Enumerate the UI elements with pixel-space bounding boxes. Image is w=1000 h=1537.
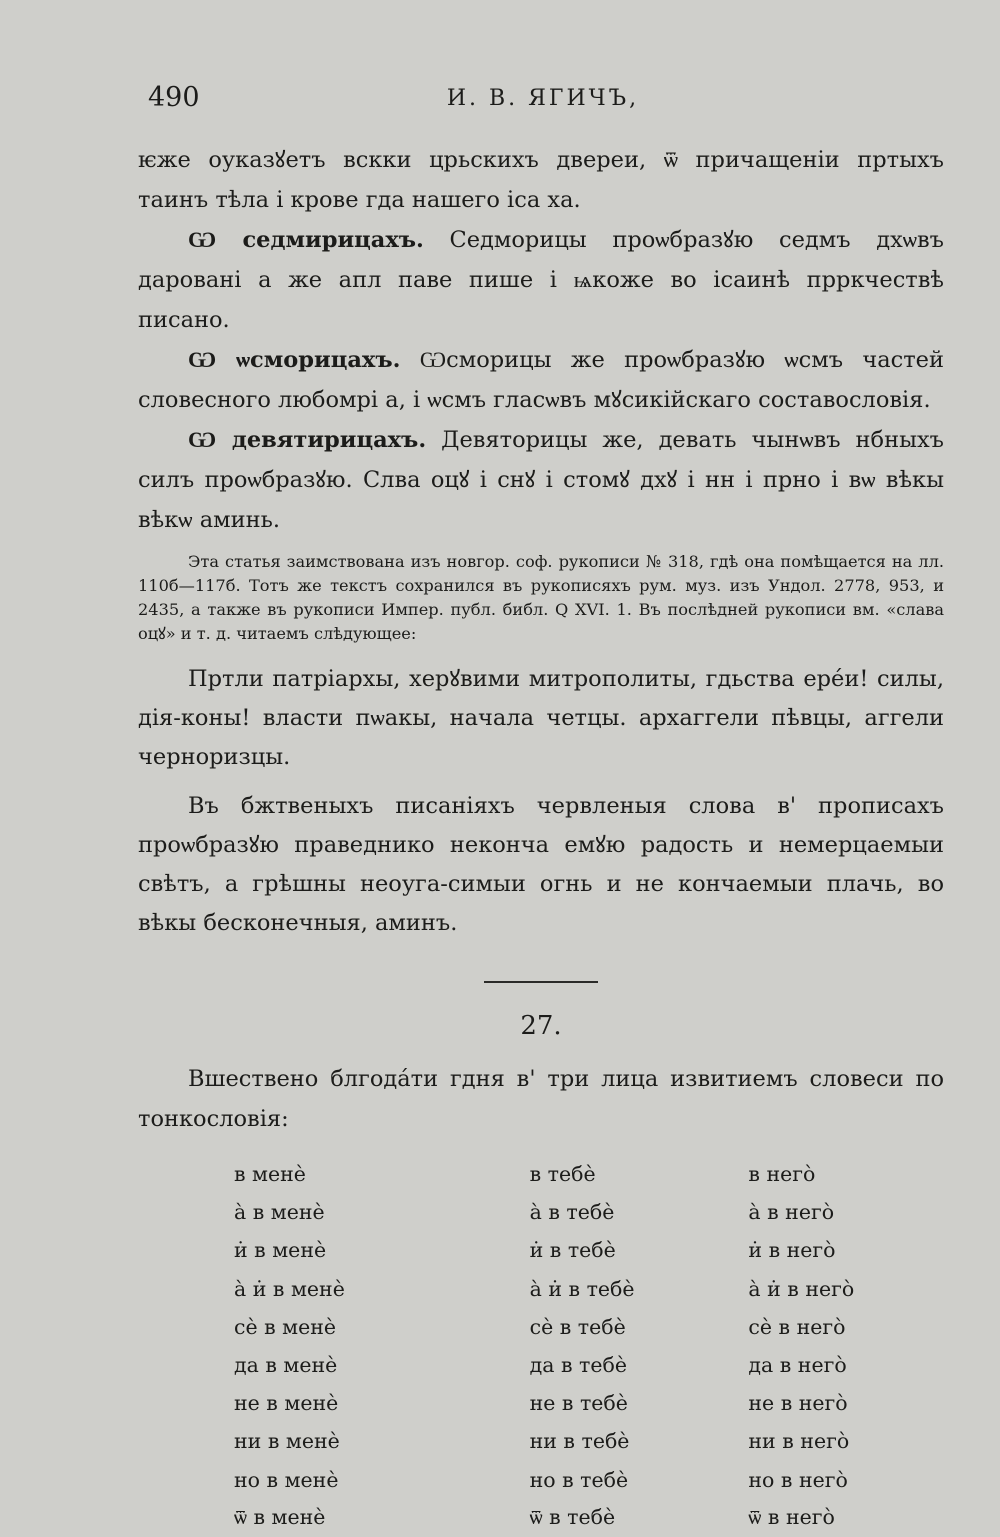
grid-cell: а̀ в негò — [748, 1200, 835, 1225]
section-divider — [484, 981, 598, 983]
grid-cell: а̀ и̇ в менѐ — [234, 1276, 345, 1301]
grid-cell: в менѐ — [234, 1162, 306, 1187]
grid-cell: ѿ в негò — [748, 1505, 835, 1530]
grid-cell: сѐ в негò — [748, 1314, 846, 1339]
paragraph-heading: Ѡ девятирицахъ. — [188, 427, 427, 453]
section-number: 27. — [520, 1011, 562, 1041]
grid-cell: ни в тебѐ — [529, 1429, 630, 1454]
phrase-grid — [138, 1155, 944, 1537]
paragraph-heading: Ѡ ѡсморицахъ. — [188, 347, 401, 373]
grid-cell: да в негò — [748, 1353, 847, 1378]
paragraph — [138, 140, 944, 220]
paragraph-text: Девяторицы же, девать чынѡвъ нбныхъ силъ проѡбразꙋю. Слва оцꙋ і снꙋ і стомꙋ дхꙋ і нн і прно і вѡ вѣкы вѣкѡ аминь. — [138, 427, 945, 533]
grid-cell: ни в негò — [748, 1429, 850, 1454]
section-intro: Вшествено блгодáти гдня в' три лица извитиемъ словеси по тонкословія: — [138, 1066, 944, 1132]
paragraph-text: Седморицы проѡбразꙋю седмъ дхѡвъ даровані а же апл паве пише і ѩкоже во ісаинѣ прркчествѣ писано. — [138, 227, 944, 333]
grid-cell: сѐ в менѐ — [234, 1314, 337, 1339]
page-header — [148, 82, 938, 122]
paragraph — [138, 420, 944, 540]
grid-cell: но в негò — [748, 1467, 848, 1492]
grid-cell: и̇ в менѐ — [234, 1238, 327, 1263]
paragraph-text: Ѡсморицы же проѡбразꙋю ѡсмъ частей словесного любомрі а, і ѡсмъ гласѡвъ мꙋсикійскаго составословія. — [138, 347, 944, 413]
grid-cell: ѿ в менѐ — [234, 1505, 326, 1530]
paragraph-heading: Ѡ седмирицахъ. — [188, 227, 424, 253]
running-head: И. В. ЯГИЧЪ, — [446, 86, 640, 111]
paragraph — [138, 220, 944, 340]
grid-cell: в тебѐ — [529, 1162, 596, 1187]
grid-cell: не в тебѐ — [529, 1391, 628, 1416]
grid-row — [138, 1231, 944, 1269]
grid-cell: да в тебѐ — [529, 1353, 627, 1378]
paragraph — [138, 340, 944, 420]
grid-cell: ѿ в тебѐ — [529, 1505, 616, 1530]
grid-row — [138, 1499, 944, 1537]
grid-cell: и̇ в негò — [748, 1238, 836, 1263]
grid-cell: а̀ и̇ в негò — [748, 1276, 855, 1301]
grid-cell: сѐ в тебѐ — [529, 1314, 626, 1339]
quote-paragraph: Пртли патріархы, херꙋвими митрополиты, гдьства ерéи! силы, дія-коны! власти пѡакы, начала четцы. архаггели пѣвцы, аггели черноризцы. — [138, 666, 944, 770]
page-body — [138, 140, 944, 1537]
grid-row — [138, 1384, 944, 1422]
quote-paragraph: Въ бжтвеныхъ писаніяхъ червленыя слова в' прописахъ проѡбразꙋю праведнико неконча емꙋю радость и немерцаемыи свѣтъ, а грѣшны неоуга-симыи огнь и не кончаемыи плачь, во вѣкы бесконечныя, аминъ. — [138, 793, 944, 936]
grid-row — [138, 1270, 944, 1308]
grid-cell: в негò — [748, 1162, 816, 1187]
grid-row — [138, 1422, 944, 1460]
page-number: 490 — [148, 82, 200, 113]
grid-cell: ни в менѐ — [234, 1429, 340, 1454]
grid-row — [138, 1155, 944, 1193]
grid-cell: а̀ в тебѐ — [529, 1200, 615, 1225]
grid-cell: но в менѐ — [234, 1467, 339, 1492]
grid-cell: не в менѐ — [234, 1391, 339, 1416]
paragraph-text: ѥже оуказꙋетъ вскки црьскихъ двереи, ѿ причащеніи пртыхъ таинъ тѣла і крове гда нашего іса ха. — [138, 147, 944, 213]
grid-cell: да в менѐ — [234, 1353, 338, 1378]
grid-cell: а̀ и̇ в тебѐ — [529, 1276, 635, 1301]
grid-cell: но в тебѐ — [529, 1467, 629, 1492]
footnote: Эта статья заимствована изъ новгор. соф. рукописи № 318, гдѣ она помѣщается на лл. 110б—117б. Тотъ же текстъ сохранился въ рукописяхъ рум. муз. изъ Ундол. 2778, 953, и 2435, а также въ рукописи Импер. публ. библ. Q XVI. 1. Въ послѣдней рукописи вм. «слава оцꙋ» и т. д. читаемъ слѣдующее: — [138, 552, 944, 643]
grid-row — [138, 1346, 944, 1384]
grid-row — [138, 1193, 944, 1231]
grid-cell: не в негò — [748, 1391, 848, 1416]
grid-cell: а̀ в менѐ — [234, 1200, 325, 1225]
grid-row — [138, 1461, 944, 1499]
grid-cell: и̇ в тебѐ — [529, 1238, 616, 1263]
grid-row — [138, 1308, 944, 1346]
